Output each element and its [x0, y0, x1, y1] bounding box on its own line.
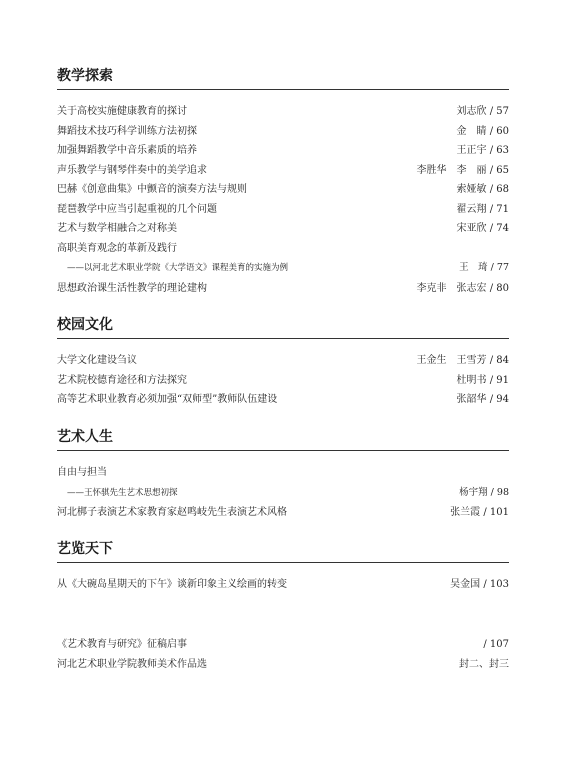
toc-entry[interactable] [57, 390, 509, 410]
entry-title: 加强舞蹈教学中音乐素质的培养 [57, 145, 197, 156]
entry-title: 琵琶教学中应当引起重视的几个问题 [57, 203, 217, 215]
entry-title: 高等艺术职业教育必须加强“双师型”教师队伍建设 [57, 394, 278, 405]
entry-author-page: 杨宇翔 / 98 [459, 486, 509, 498]
toc-entry[interactable] [57, 219, 509, 239]
entry-author-page: 王正宇 / 63 [456, 145, 509, 156]
toc-entry[interactable] [57, 239, 509, 259]
entry-title: 巴赫《创意曲集》中颤音的演奏方法与规则 [57, 184, 247, 195]
toc-entry[interactable] [57, 180, 509, 200]
section-campus-culture [57, 317, 509, 410]
section-title: 艺览天下 [57, 541, 509, 563]
entry-title: 思想政治课生活性教学的理论建构 [57, 282, 207, 294]
section-art-world [57, 541, 509, 595]
entry-title: 高职美育观念的革新及践行 [57, 242, 177, 254]
toc-entry[interactable] [57, 122, 509, 142]
toc-entry[interactable] [57, 200, 509, 220]
entry-author-page: 李胜华 李 丽 / 65 [416, 164, 509, 176]
toc-entry-subtitle[interactable] [57, 483, 509, 504]
entry-page: / 107 [483, 639, 509, 650]
entry-author-page: 金 睛 / 60 [456, 125, 509, 137]
toc-entry[interactable] [57, 503, 509, 523]
toc-entry[interactable] [57, 463, 509, 483]
toc-entry[interactable] [57, 102, 509, 122]
entry-title: 自由与担当 [57, 467, 107, 478]
entry-author-page: 张韶华 / 94 [456, 394, 509, 405]
entry-title: 关于高校实施健康教育的探讨 [57, 106, 187, 117]
entry-title: 《艺术教育与研究》征稿启事 [57, 639, 187, 650]
entry-author-page: 刘志欣 / 57 [456, 106, 509, 117]
entry-author-page: 翟云翔 / 71 [456, 203, 509, 215]
toc-entry[interactable] [57, 371, 509, 391]
entry-title: 河北梆子表演艺术家教育家赵鸣岐先生表演艺术风格 [57, 507, 287, 518]
entry-title: 河北艺术职业学院教师美术作品选 [57, 658, 207, 670]
entry-author-page: 王金生 王雪芳 / 84 [416, 355, 509, 366]
entry-author-page: 吴金国 / 103 [450, 579, 509, 590]
entry-author-page: 王 琦 / 77 [459, 262, 509, 273]
section-art-life [57, 429, 509, 523]
entry-title: 从《大碗岛星期天的下午》谈新印象主义绘画的转变 [57, 579, 287, 590]
toc-entry[interactable] [57, 351, 509, 371]
entry-author-page: 宋亚欣 / 74 [456, 223, 509, 234]
toc-entry-subtitle[interactable] [57, 258, 509, 279]
entry-title: 声乐教学与钢琴伴奏中的美学追求 [57, 164, 207, 176]
section-teaching [57, 68, 509, 298]
toc-entry[interactable] [57, 141, 509, 161]
entry-author-page: 索娅敏 / 68 [456, 184, 509, 195]
section-title: 艺术人生 [57, 429, 509, 451]
toc-entry[interactable] [57, 575, 509, 595]
section-title: 校园文化 [57, 317, 509, 339]
entry-page: 封二、封三 [459, 658, 509, 670]
toc-entry[interactable] [57, 655, 509, 675]
entry-author-page: 杜明书 / 91 [456, 374, 509, 386]
toc-entry[interactable] [57, 279, 509, 299]
entry-title: 大学文化建设刍议 [57, 355, 137, 366]
entry-title: 艺术院校德育途径和方法探究 [57, 374, 187, 386]
entry-subtitle: ——以河北艺术职业学院《大学语文》课程美育的实施为例 [67, 263, 289, 273]
section-title: 教学探索 [57, 68, 509, 90]
entry-author-page: 张兰霞 / 101 [450, 507, 509, 518]
toc-entry[interactable] [57, 635, 509, 655]
entry-author-page: 李克非 张志宏 / 80 [416, 282, 509, 294]
entry-subtitle: ——王怀骐先生艺术思想初探 [67, 487, 178, 498]
toc-entry[interactable] [57, 161, 509, 181]
misc-entries [57, 635, 509, 674]
entry-title: 舞蹈技术技巧科学训练方法初探 [57, 125, 197, 137]
entry-title: 艺术与数学相融合之对称美 [57, 223, 177, 234]
